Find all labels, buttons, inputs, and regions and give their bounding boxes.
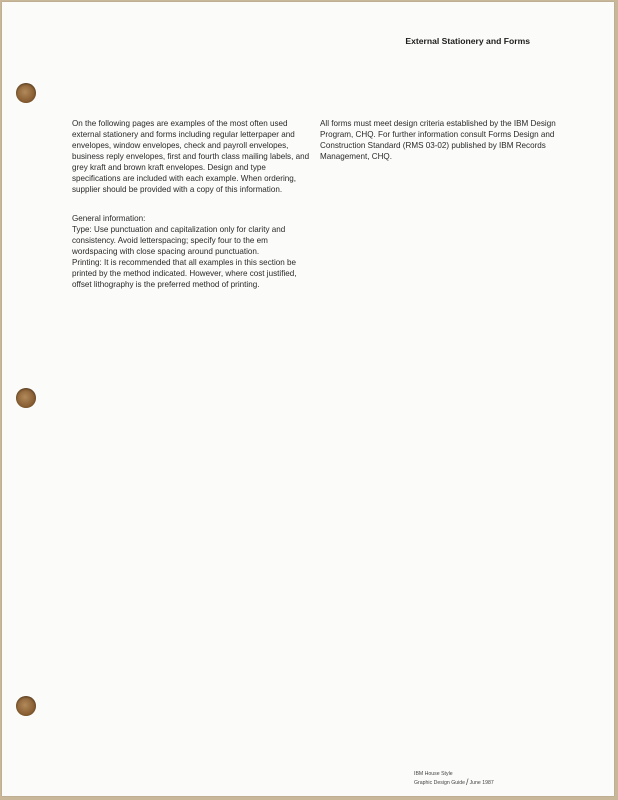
type-rule-text: Type: Use punctuation and capitalization only for clarity and consistency. Avoid letterspacing; specify four to the em wordspacing with close spacing around punctuation. (72, 225, 286, 256)
intro-paragraph (72, 118, 310, 195)
footer-separator: / (466, 777, 469, 787)
general-information-block (72, 213, 310, 290)
design-criteria-paragraph (320, 118, 560, 162)
footer-date: June 1987 (469, 780, 494, 786)
binder-hole-bottom (16, 696, 36, 716)
document-page (2, 2, 614, 796)
footer-publication: IBM House Style (414, 771, 453, 777)
general-information-heading: General information: (72, 214, 146, 223)
intro-text: On the following pages are examples of the most often used external stationery and forms including regular letterpaper and envelopes, window envelopes, check and payroll envelopes, business reply envelopes, first and fourth class mailing labels, and grey kraft and brown kraft envelopes. Design and type specifications are included with each example. When ordering, supplier should be provided with a copy of this information. (72, 119, 310, 194)
section-title: External Stationery and Forms (405, 36, 530, 46)
design-criteria-text: All forms must meet design criteria established by the IBM Design Program, CHQ. For further information consult Forms Design and Construction Standard (RMS 03-02) published by IBM Records Management, CHQ. (320, 119, 556, 161)
binder-hole-middle (16, 388, 36, 408)
footer-guide-line (414, 778, 494, 787)
page-footer (414, 770, 494, 787)
printing-rule-text: Printing: It is recommended that all examples in this section be printed by the method indicated. However, where cost justified, offset lithography is the preferred method of printing. (72, 258, 297, 289)
binder-hole-top (16, 83, 36, 103)
footer-guide-name: Graphic Design Guide (414, 780, 466, 786)
